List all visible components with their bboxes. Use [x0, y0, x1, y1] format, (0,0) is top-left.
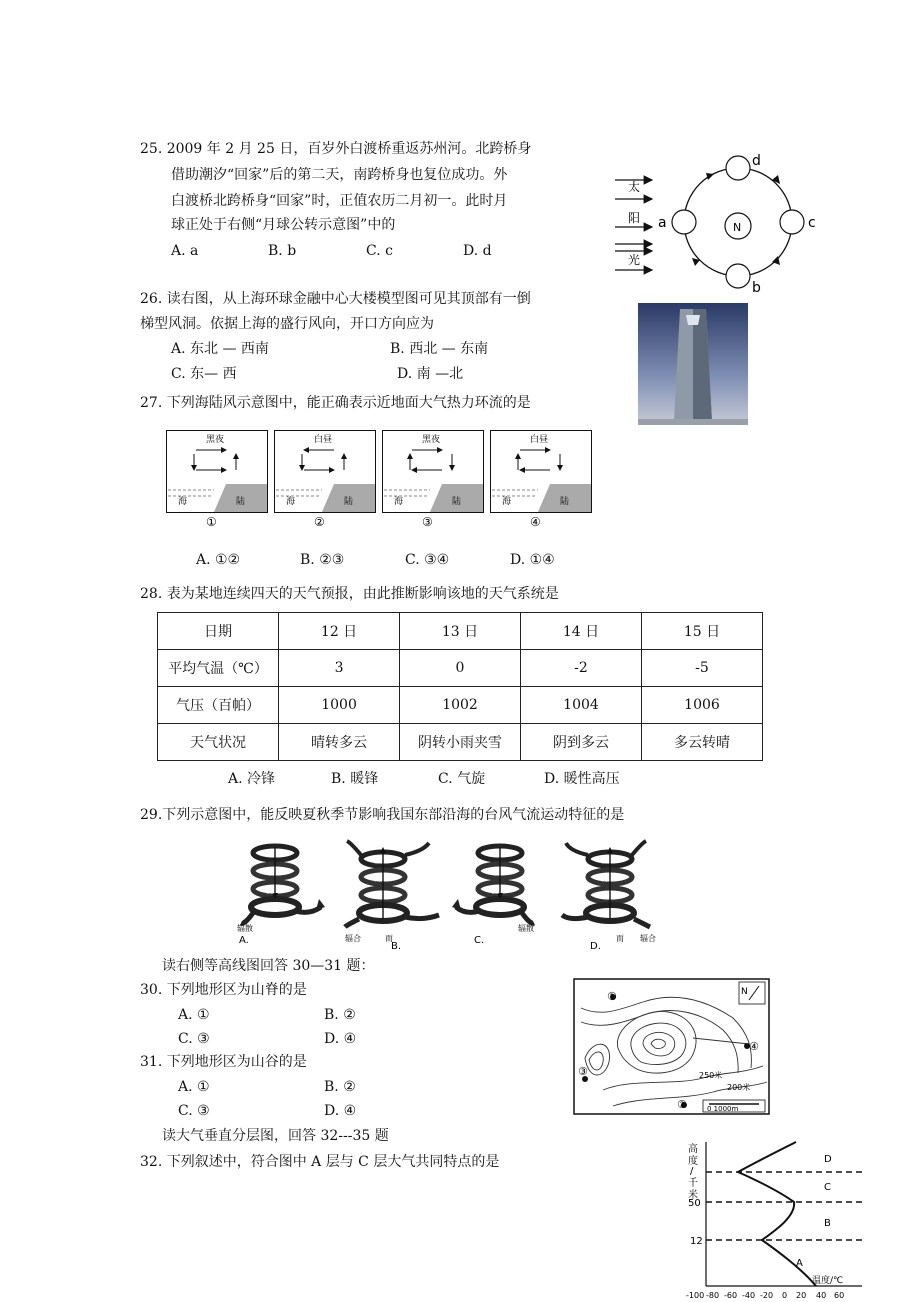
- q27-option-d: D. ①④: [510, 552, 555, 568]
- table-cell: -2: [521, 650, 642, 687]
- xtick: 40: [816, 1291, 827, 1300]
- table-header: 13 日: [400, 613, 521, 650]
- moon-label-a: a: [658, 215, 667, 231]
- q25-option-a: A. a: [171, 243, 199, 259]
- sea-land-breeze-figures: [166, 430, 596, 530]
- q30-option-c: C. ③: [178, 1031, 210, 1047]
- fig-a-letter: A.: [239, 935, 249, 946]
- table-row: [158, 650, 763, 687]
- table-header: 日期: [158, 613, 279, 650]
- sun-char-1: 太: [628, 180, 641, 194]
- table-cell: 阴到多云: [521, 724, 642, 761]
- table-cell: 气压（百帕）: [158, 687, 279, 724]
- panel-3-sea: 海: [394, 497, 404, 507]
- q25-line2: 借助潮汐“回家”后的第二天，南跨桥身也复位成功。外: [171, 167, 508, 183]
- table-cell: 1002: [400, 687, 521, 724]
- q26-option-b: B. 西北 — 东南: [390, 341, 489, 357]
- fig-d-t2: 升: [601, 874, 609, 883]
- q26-option-a: A. 东北 — 西南: [171, 341, 269, 357]
- xtick: -20: [760, 1291, 774, 1300]
- sun-char-2: 阳: [628, 211, 641, 225]
- table-row: [158, 724, 763, 761]
- weather-table: [157, 612, 763, 761]
- table-cell: -5: [641, 650, 762, 687]
- fig-d-t4: 而: [616, 934, 624, 943]
- intro-30-31: 读右侧等高线图回答 30—31 题：: [162, 958, 375, 974]
- typhoon-diagrams: [235, 835, 665, 950]
- north-label: N: [741, 987, 748, 997]
- panel-1-sea: 海: [178, 497, 188, 507]
- q28-option-c: C. 气旋: [438, 771, 486, 787]
- sun-char-3: 光: [628, 253, 641, 267]
- q28-option-b: B. 暖锋: [331, 771, 379, 787]
- ytick-12: 12: [690, 1236, 703, 1247]
- contour-200: 200米: [727, 1083, 751, 1092]
- atmosphere-layers-chart: [676, 1138, 866, 1302]
- contour-label-2: ②: [677, 1098, 687, 1111]
- panel-2-title: 白昼: [314, 435, 333, 445]
- xtick: 60: [834, 1291, 845, 1300]
- panel-4-land: 陆: [560, 497, 570, 507]
- table-cell: 平均气温（℃）: [158, 650, 279, 687]
- xtick: -40: [742, 1291, 756, 1300]
- scale-bar: 0 1000m: [707, 1105, 739, 1113]
- moon-label-b: b: [752, 280, 761, 296]
- fig-b-t3: 辐合: [345, 934, 361, 943]
- panel-4-num: ④: [530, 515, 541, 529]
- q32-line1: 32. 下列叙述中，符合图中 A 层与 C 层大气共同特点的是: [140, 1154, 500, 1170]
- table-row: [158, 687, 763, 724]
- q28-line1: 28. 表为某地连续四天的天气预报，由此推断影响该地的天气系统是: [140, 586, 559, 602]
- temperature-curve: [738, 1142, 816, 1286]
- q27-line1: 27. 下列海陆风示意图中，能正确表示近地面大气热力环流的是: [140, 395, 531, 411]
- fig-c-letter: C.: [474, 935, 485, 946]
- fig-b-t1: 上: [374, 856, 382, 865]
- q26-line2: 梯型风洞。依据上海的盛行风向，开口方向应为: [140, 316, 434, 332]
- q25-option-b: B. b: [268, 243, 297, 259]
- moon-orbit-diagram: [610, 150, 825, 300]
- layer-b: B: [824, 1218, 831, 1229]
- table-header: 14 日: [521, 613, 642, 650]
- q25-line1: 25. 2009 年 2 月 25 日，百岁外白渡桥重返苏州河。北跨桥身: [140, 141, 532, 157]
- fig-a-t3: 辐散: [237, 924, 253, 933]
- panel-3-num: ③: [422, 515, 433, 529]
- xtick: -80: [706, 1291, 720, 1300]
- fig-d-t1: 上: [601, 856, 609, 865]
- table-cell: 1004: [521, 687, 642, 724]
- contour-label-4: ④: [749, 1040, 759, 1053]
- layer-c: C: [824, 1182, 831, 1193]
- fig-b-t2: 升: [374, 874, 382, 883]
- q26-option-c: C. 东— 西: [171, 366, 237, 382]
- typhoon-fig-b: [345, 841, 439, 950]
- panel-2-land: 陆: [344, 497, 354, 507]
- q25-line4: 球正处于右侧“月球公转示意图”中的: [171, 217, 396, 233]
- table-header-row: [158, 613, 763, 650]
- q29-line1: 29.下列示意图中，能反映夏秋季节影响我国东部沿海的台风气流运动特征的是: [140, 807, 625, 823]
- panel-1-title: 黑夜: [206, 435, 225, 445]
- panel-2-sea: 海: [286, 497, 296, 507]
- moon-label-d: d: [752, 153, 761, 169]
- typhoon-fig-d: [562, 841, 656, 950]
- typhoon-fig-a: [237, 846, 325, 946]
- table-header: 15 日: [641, 613, 762, 650]
- contour-label-3: ③: [578, 1065, 588, 1078]
- moon-label-c: c: [808, 215, 816, 231]
- q25-option-d: D. d: [463, 243, 492, 259]
- contour-map: [573, 978, 771, 1116]
- q27-option-c: C. ③④: [405, 552, 450, 568]
- moon-b: [726, 264, 750, 288]
- xtick: 0: [782, 1291, 788, 1300]
- tower-photo: [638, 303, 748, 425]
- q26-line1: 26. 读右图，从上海环球金融中心大楼模型图可见其顶部有一倒: [140, 291, 531, 307]
- ylabel-4: 千: [688, 1178, 698, 1189]
- q30-option-b: B. ②: [324, 1007, 356, 1023]
- ylabel-2: 度: [688, 1156, 698, 1167]
- fig-c-t2: 沉: [491, 886, 499, 895]
- table-cell: 天气状况: [158, 724, 279, 761]
- moon-a: [672, 210, 696, 234]
- table-cell: 3: [279, 650, 400, 687]
- table-cell: 晴转多云: [279, 724, 400, 761]
- fig-b-letter: B.: [391, 941, 402, 950]
- q31-option-b: B. ②: [324, 1079, 356, 1095]
- xtick: 20: [796, 1291, 807, 1300]
- q27-option-a: A. ①②: [196, 552, 241, 568]
- panel-1-land: 陆: [236, 497, 246, 507]
- table-cell: 阴转小雨夹雪: [400, 724, 521, 761]
- q31-line1: 31. 下列地形区为山谷的是: [140, 1054, 307, 1070]
- ylabel-1: 高: [688, 1144, 698, 1155]
- panel-4-title: 白昼: [530, 435, 549, 445]
- table-cell: 多云转晴: [641, 724, 762, 761]
- contour-250: 250米: [699, 1071, 723, 1080]
- table-header: 12 日: [279, 613, 400, 650]
- moon-c: [780, 210, 804, 234]
- layer-d: D: [824, 1154, 832, 1165]
- q28-option-d: D. 暖性高压: [544, 771, 620, 787]
- q30-option-d: D. ④: [324, 1031, 357, 1047]
- table-cell: 1006: [641, 687, 762, 724]
- panel-4-sea: 海: [502, 497, 512, 507]
- ylabel-3: /: [690, 1166, 694, 1177]
- panel-1-num: ①: [206, 515, 217, 529]
- fig-a-t1: 下: [266, 868, 274, 877]
- typhoon-fig-c: [452, 846, 534, 946]
- q27-option-b: B. ②③: [300, 552, 345, 568]
- table-cell: 1000: [279, 687, 400, 724]
- q26-option-d: D. 南 —北: [397, 366, 464, 382]
- fig-b-t4: 而: [385, 934, 393, 943]
- q30-line1: 30. 下列地形区为山脊的是: [140, 982, 307, 998]
- moon-d: [726, 156, 750, 180]
- q25-line3: 白渡桥北跨桥身“回家”时，正值农历二月初一。此时月: [171, 193, 508, 209]
- earth-label: N: [733, 221, 742, 234]
- xlabel: 温度/℃: [812, 1276, 844, 1286]
- panel-3-land: 陆: [452, 497, 462, 507]
- intro-32-35: 读大气垂直分层图，回答 32---35 题: [162, 1128, 389, 1144]
- fig-c-t1: 下: [491, 868, 499, 877]
- panel-3-title: 黑夜: [422, 435, 441, 445]
- fig-d-letter: D.: [590, 941, 601, 950]
- table-cell: 0: [400, 650, 521, 687]
- xtick: -60: [724, 1291, 738, 1300]
- q25-option-c: C. c: [366, 243, 393, 259]
- ylabel-5: 米: [688, 1190, 698, 1201]
- q30-option-a: A. ①: [178, 1007, 210, 1023]
- fig-d-t3: 辐合: [640, 934, 656, 943]
- ytick-50: 50: [688, 1198, 701, 1209]
- q28-option-a: A. 冷锋: [228, 771, 276, 787]
- q31-option-d: D. ④: [324, 1103, 357, 1119]
- layer-a: A: [796, 1258, 803, 1269]
- contour-label-1: ①: [607, 990, 617, 1003]
- fig-a-t2: 沉: [266, 886, 274, 895]
- xtick: -100: [686, 1291, 705, 1300]
- panel-2-num: ②: [314, 515, 325, 529]
- q31-option-c: C. ③: [178, 1103, 210, 1119]
- q31-option-a: A. ①: [178, 1079, 210, 1095]
- fig-c-t3: 辐散: [518, 924, 534, 933]
